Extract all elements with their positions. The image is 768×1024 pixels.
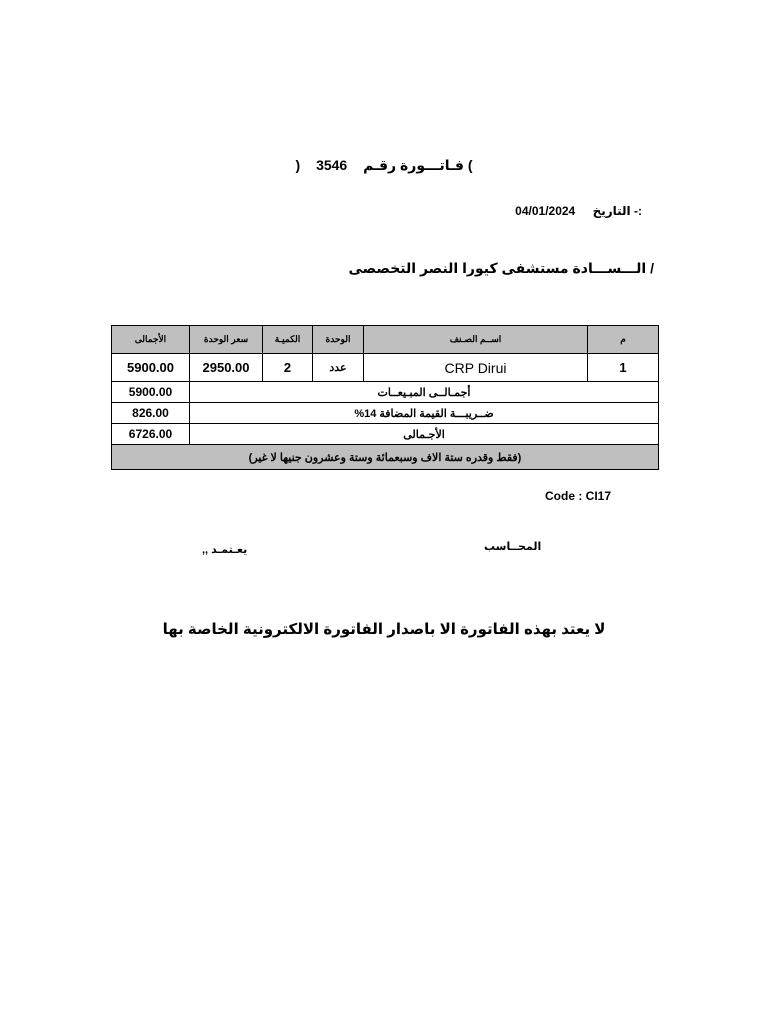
header-total: الأجمالى (112, 326, 190, 354)
accountant-signature-label: المحــاسب (484, 541, 542, 553)
invoice-number: 3546 (316, 157, 348, 173)
date-row (515, 204, 642, 218)
row-index: 1 (588, 354, 659, 382)
header-qty: الكميـة (263, 326, 313, 354)
subtotal-label: أجمـالــى المبـيعــات (190, 382, 659, 403)
vat-value: 826.00 (112, 403, 190, 424)
subtotal-value: 5900.00 (112, 382, 190, 403)
recipient: / الـــســـادة مستشفى كيورا النصر التخصصى (348, 260, 654, 276)
invoice-title (0, 157, 768, 174)
invoice-code: Code : CI17 (545, 489, 612, 503)
approval-signature-label: يعـتمـد ,, (202, 544, 248, 556)
table-row (112, 354, 659, 382)
invoice-table (111, 325, 659, 470)
vat-label: ضــريبـــة القيمة المضافة 14% (190, 403, 659, 424)
grand-total-value: 6726.00 (112, 424, 190, 445)
invoice-date: 04/01/2024 (515, 204, 576, 218)
title-close-paren: ) (467, 157, 473, 173)
row-total: 5900.00 (112, 354, 190, 382)
subtotal-row (112, 382, 659, 403)
table-header-row (112, 326, 659, 354)
amount-in-words-row (112, 445, 659, 470)
row-qty: 2 (263, 354, 313, 382)
grand-total-row (112, 424, 659, 445)
row-item: CRP Dirui (364, 354, 588, 382)
grand-total-label: الأجـمالى (190, 424, 659, 445)
amount-in-words: (فقط وقدره ستة الاف وسبعمائة وستة وعشرون جنيها لا غير) (112, 445, 659, 470)
row-unit: عدد (313, 354, 364, 382)
header-index: م (588, 326, 659, 354)
vat-row (112, 403, 659, 424)
e-invoice-notice: لا يعتد بهذه الفاتورة الا باصدار الفاتورة الالكترونية الخاصة بها (162, 621, 606, 638)
date-label: :- التاريخ (592, 204, 642, 218)
title-label: فـاتـــورة رقـم (363, 157, 464, 173)
title-open-paren: ( (295, 157, 301, 173)
header-unit-price: سعر الوحدة (190, 326, 263, 354)
header-unit: الوحدة (313, 326, 364, 354)
header-item: اســم الصـنف (364, 326, 588, 354)
row-unit-price: 2950.00 (190, 354, 263, 382)
